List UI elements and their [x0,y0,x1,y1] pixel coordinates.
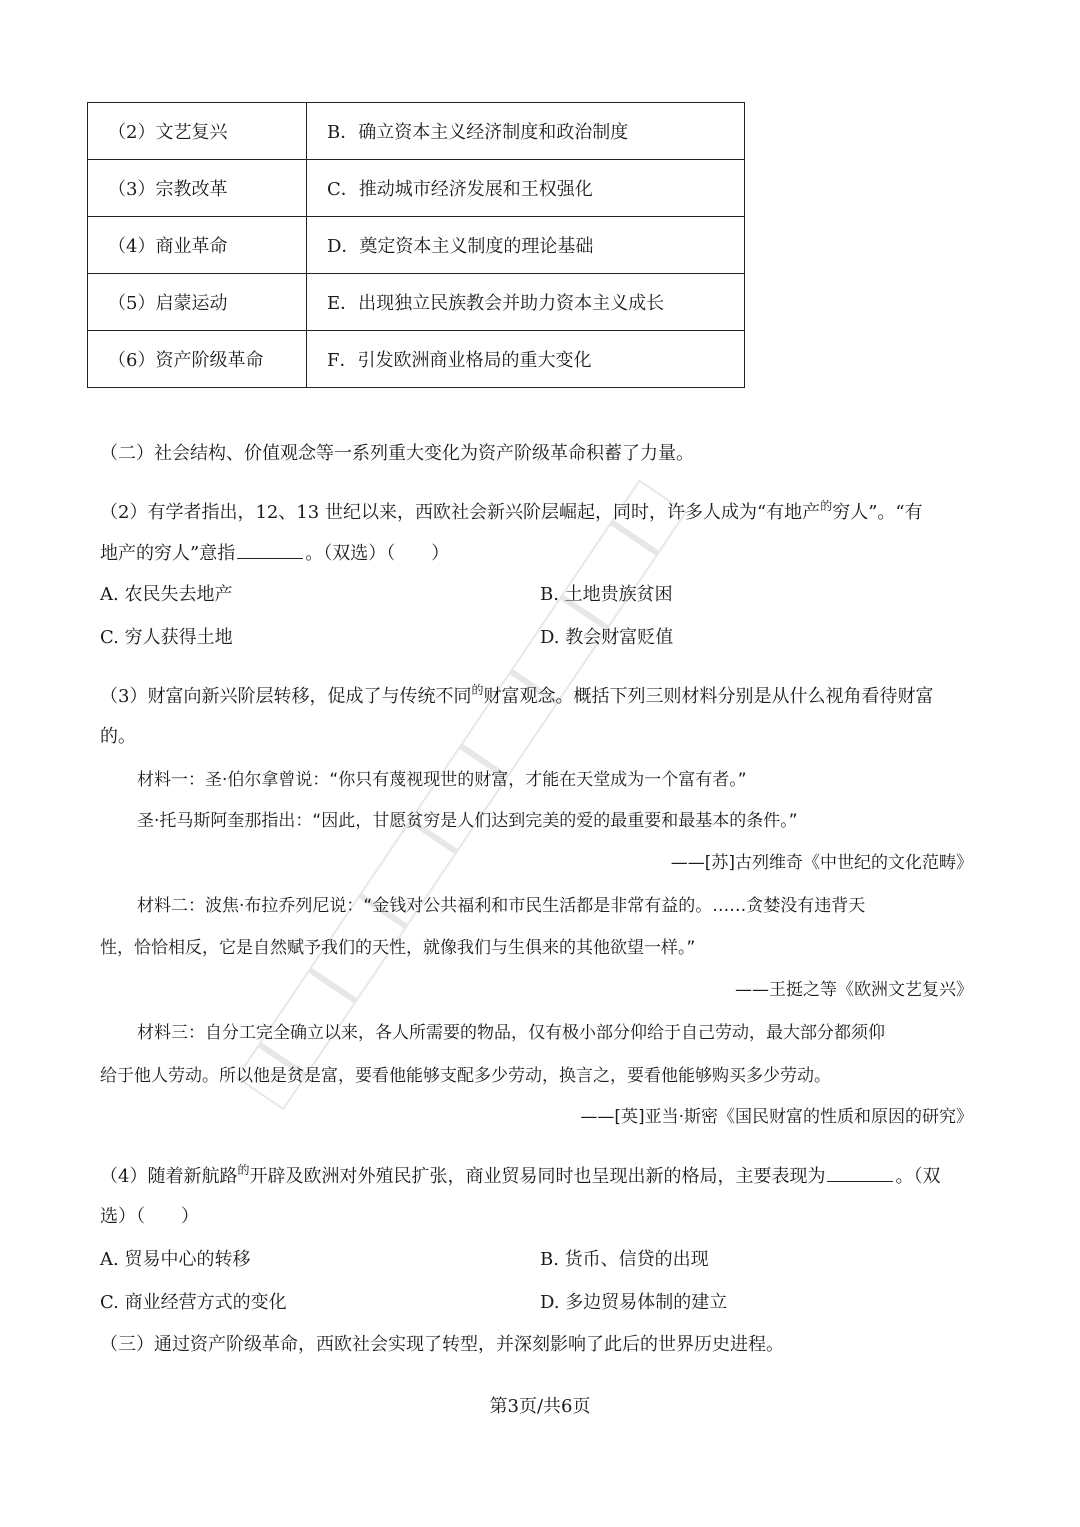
material-2-source: ——王挺之等《欧洲文艺复兴》 [735,980,973,1000]
q3-sup: 的 [471,683,484,697]
table-cell-effect: C．推动城市经济发展和王权强化 [307,160,745,217]
question-2-stem-cont [100,540,449,567]
page-number: 第3页/共6页 [489,1396,591,1417]
q4-option-d[interactable]: D. 多边贸易体制的建立 [540,1292,728,1313]
matching-table [87,102,745,388]
table-row [88,160,745,217]
q2-text-a: （2）有学者指出，12、13 世纪以来，西欧社会新兴阶层崛起，同时，许多人成为“有地产 [100,502,821,523]
table-row [88,331,745,388]
answer-blank[interactable] [237,540,303,559]
q2-option-d[interactable]: D. 教会财富贬值 [540,627,674,648]
section-3-heading: （三）通过资产阶级革命，西欧社会实现了转型，并深刻影响了此后的世界历史进程。 [100,1334,784,1355]
section-2-heading: （二）社会结构、价值观念等一系列重大变化为资产阶级革命积蓄了力量。 [100,443,694,464]
table-row [88,274,745,331]
table-cell-event: （2）文艺复兴 [88,103,307,160]
q4-option-c[interactable]: C. 商业经营方式的变化 [100,1292,287,1313]
q2-sup: 的 [820,499,833,513]
q4-text-c: 。（双 [895,1166,941,1187]
table-cell-event: （6）资产阶级革命 [88,331,307,388]
question-4-stem [100,1157,940,1190]
table-row [88,217,745,274]
q2-text-b: 穷人”。“有 [832,502,923,523]
table-cell-effect: B．确立资本主义经济制度和政治制度 [307,103,745,160]
q3-text-b: 财富观念。概括下列三则材料分别是从什么视角看待财富 [483,686,934,707]
material-2-line-1: 材料二：波焦·布拉乔列尼说：“金钱对公共福利和市民生活都是非常有益的。……贪婪没有违背天 [137,896,866,916]
q2-text-d: 。（双选）（ ） [305,543,450,564]
material-3-line-2: 给于他人劳动。所以他是贫是富，要看他能够支配多少劳动，换言之，要看他能够购买多少劳动。 [100,1066,831,1086]
answer-blank[interactable] [827,1163,893,1182]
material-2-line-2: 性，恰恰相反，它是自然赋予我们的天性，就像我们与生俱来的其他欲望一样。” [100,938,696,958]
question-3-stem [100,677,933,710]
question-4-stem-cont: 选）（ ） [100,1206,199,1227]
table-cell-event: （3）宗教改革 [88,160,307,217]
material-3-line-1: 材料三：自分工完全确立以来，各人所需要的物品，仅有极小部分仰给于自己劳动，最大部分都须仰 [137,1023,885,1043]
table-cell-event: （4）商业革命 [88,217,307,274]
material-1-line-1: 材料一：圣·伯尔拿曾说：“你只有蔑视现世的财富，才能在天堂成为一个富有者。” [137,770,747,790]
q4-text-a: （4）随着新航路 [100,1166,238,1187]
q2-text-c: 地产的穷人”意指 [100,543,236,564]
table-row [88,103,745,160]
table-cell-effect: D．奠定资本主义制度的理论基础 [307,217,745,274]
question-2-stem [100,493,923,526]
q2-option-a[interactable]: A. 农民失去地产 [100,584,233,605]
material-1-source: ——[苏]古列维奇《中世纪的文化范畴》 [670,853,973,873]
q2-option-c[interactable]: C. 穷人获得土地 [100,627,233,648]
material-1-line-2: 圣·托马斯阿奎那指出：“因此，甘愿贫穷是人们达到完美的爱的最重要和最基本的条件。” [137,811,798,831]
table-cell-effect: E．出现独立民族教会并助力资本主义成长 [307,274,745,331]
question-3-stem-cont: 的。 [100,726,136,747]
q4-sup: 的 [237,1163,250,1177]
q4-text-b: 开辟及欧洲对外殖民扩张，商业贸易同时也呈现出新的格局，主要表现为 [249,1166,826,1187]
q4-option-b[interactable]: B. 货币、信贷的出现 [540,1249,709,1270]
q4-option-a[interactable]: A. 贸易中心的转移 [100,1249,251,1270]
table-cell-event: （5）启蒙运动 [88,274,307,331]
q3-text-a: （3）财富向新兴阶层转移，促成了与传统不同 [100,686,472,707]
material-3-source: ——[英]亚当·斯密《国民财富的性质和原因的研究》 [580,1107,973,1127]
table-cell-effect: F．引发欧洲商业格局的重大变化 [307,331,745,388]
q2-option-b[interactable]: B. 土地贵族贫困 [540,584,673,605]
